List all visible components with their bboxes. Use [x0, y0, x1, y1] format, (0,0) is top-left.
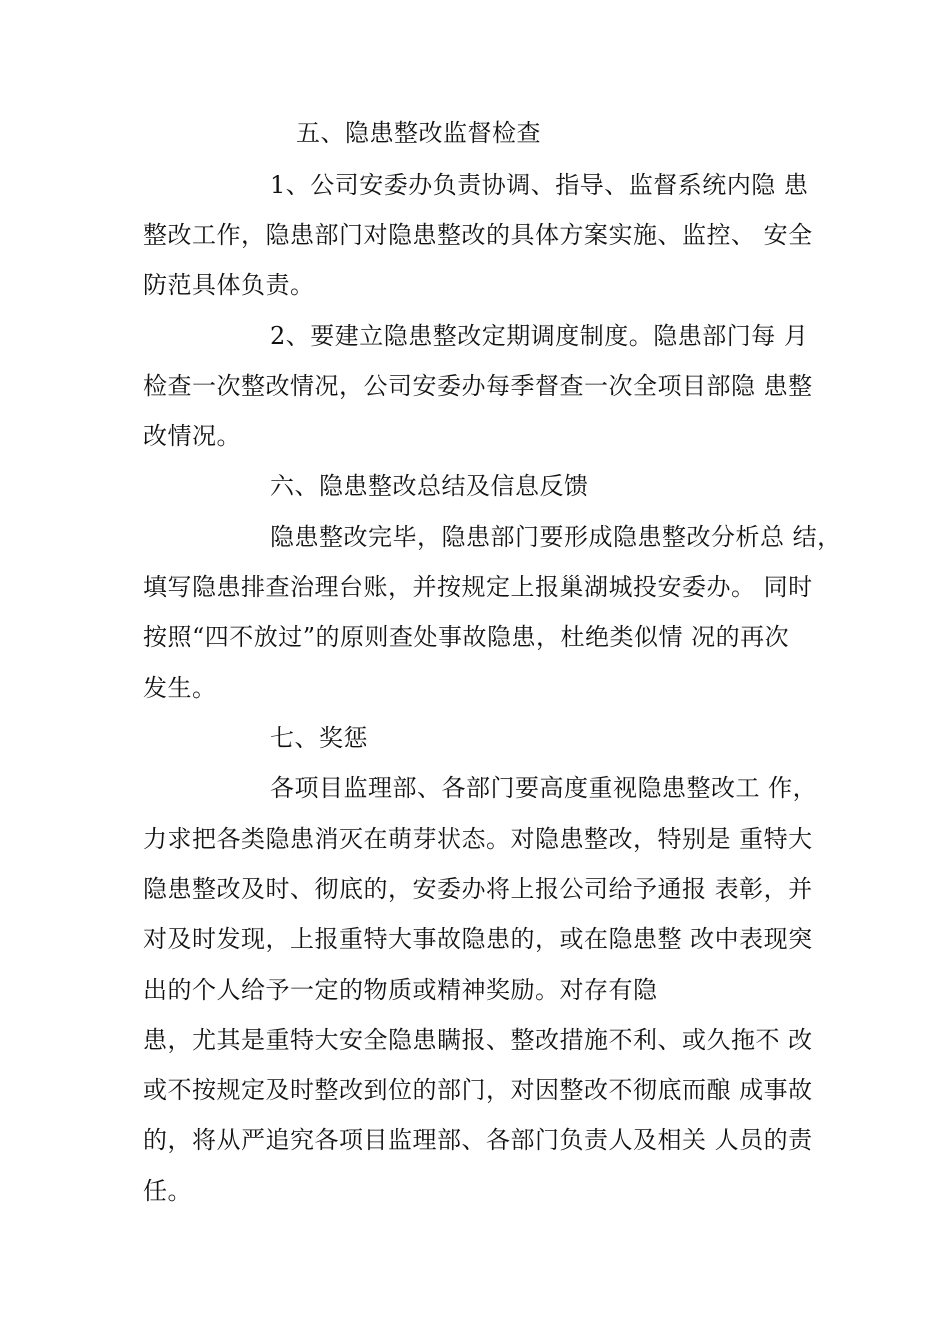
paragraph-line: 填写隐患排查治理台账，并按规定上报巢湖城投安委办。 同时 — [143, 573, 813, 601]
paragraph-line: 改情况。 — [143, 422, 241, 450]
paragraph-line: 发生。 — [143, 674, 217, 702]
paragraph-line: 力求把各类隐患消灭在萌芽状态。对隐患整改，特别是 重特大 — [143, 825, 813, 853]
paragraph-line: 防范具体负责。 — [143, 271, 315, 299]
paragraph-line: 任。 — [143, 1177, 192, 1205]
section-heading-5: 五、隐患整改监督检查 — [296, 119, 541, 147]
paragraph-line: 隐患整改完毕，隐患部门要形成隐患整改分析总 结， — [270, 523, 842, 551]
paragraph-line: 各项目监理部、各部门要高度重视隐患整改工 作， — [270, 774, 818, 802]
paragraph-line: 1、公司安委办负责协调、指导、监督系统内隐 患 — [270, 171, 809, 199]
section-heading-7: 七、奖惩 — [270, 724, 368, 752]
paragraph-line: 出的个人给予一定的物质或精神奖励。对存有隐 — [143, 976, 658, 1004]
paragraph-line: 整改工作，隐患部门对隐患整改的具体方案实施、监控、 安全 — [143, 221, 813, 249]
paragraph-line: 的，将从严追究各项目监理部、各部门负责人及相关 人员的责 — [143, 1126, 813, 1154]
paragraph-line: 隐患整改及时、彻底的，安委办将上报公司给予通报 表彰，并 — [143, 875, 813, 903]
section-heading-6: 六、隐患整改总结及信息反馈 — [270, 472, 589, 500]
paragraph-line: 2、要建立隐患整改定期调度制度。隐患部门每 月 — [270, 322, 809, 350]
paragraph-line: 对及时发现，上报重特大事故隐患的，或在隐患整 改中表现突 — [143, 925, 813, 953]
paragraph-line: 按照“四不放过”的原则查处事故隐患，杜绝类似情 况的再次 — [143, 623, 790, 651]
paragraph-line: 检查一次整改情况，公司安委办每季督查一次全项目部隐 患整 — [143, 372, 813, 400]
paragraph-line: 或不按规定及时整改到位的部门，对因整改不彻底而酿 成事故 — [143, 1076, 813, 1104]
paragraph-line: 患，尤其是重特大安全隐患瞒报、整改措施不利、或久拖不 改 — [143, 1026, 813, 1054]
